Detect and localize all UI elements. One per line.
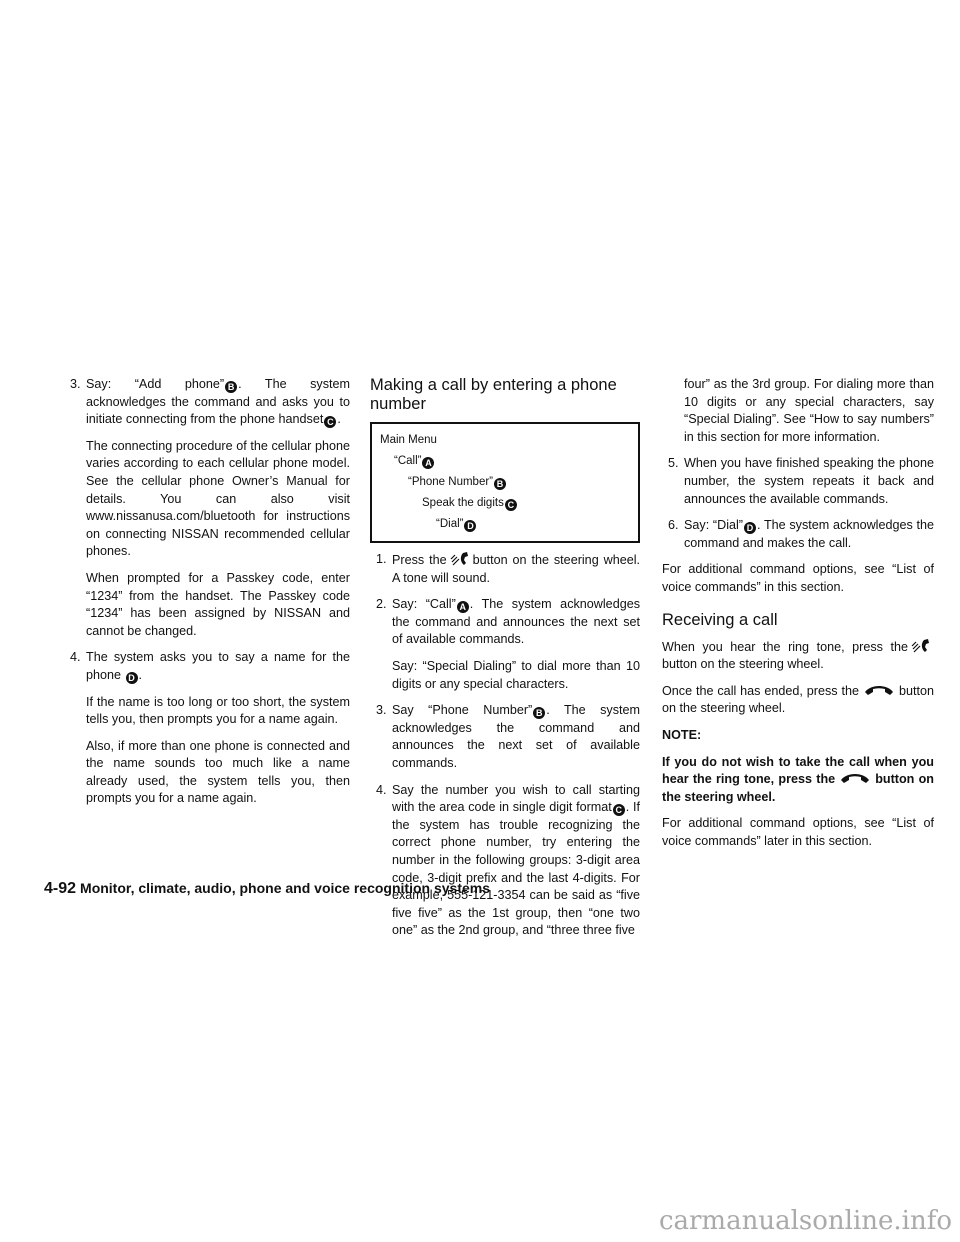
item-paragraph: four” as the 3rd group. For dialing more than 10 digits or any special characters, say “Special Dialing”. See “How to say numbers” in this section for more information.: [684, 377, 934, 444]
callout-d-icon: D: [464, 520, 476, 532]
page-number: 4-92: [44, 880, 77, 897]
menu-line: [380, 493, 630, 514]
item-text: . The system acknowledges the command and makes the call.: [684, 518, 935, 550]
body-paragraph: [662, 683, 934, 718]
column-middle: [370, 376, 640, 949]
item-paragraph: The connecting procedure of the cellular phone varies according to each cellular phone model. See the cellular phone Owner’s Manual for details. You can also visit www.nissanusa.com/bluetooth for instructions on connecting NISSAN recommended cellular phones.: [86, 438, 350, 559]
callout-a-icon: A: [422, 457, 434, 469]
body-text: When you hear the ring tone, press the: [662, 639, 908, 654]
item-number: 6.: [668, 518, 679, 533]
phone-hangup-icon: [863, 683, 895, 697]
list-item: [64, 376, 350, 429]
item-paragraph: Say: “Special Dialing” to dial more than 10 digits or any special characters.: [392, 658, 640, 691]
section-heading: Making a call by entering a phone number: [370, 376, 617, 413]
list-item: [64, 649, 350, 684]
item-text: Say: “Add phone”: [86, 377, 225, 391]
item-paragraph: When prompted for a Passkey code, enter “1234” from the handset. The Passkey code “1234” has been assigned by NISSAN and cannot be changed.: [86, 570, 350, 638]
item-text: Say “Phone Number”: [392, 703, 533, 718]
item-text: Say: “Dial”: [684, 518, 743, 533]
body-paragraph: For additional command options, see “List of voice commands” in this section.: [662, 562, 934, 594]
list-item: [370, 782, 640, 940]
note-text: button on the steering wheel.: [662, 772, 934, 804]
callout-d-icon: D: [126, 672, 138, 684]
menu-tree-box: [370, 422, 640, 543]
item-text: . If the system has trouble recognizing the correct phone number, try entering the number in the following groups: 3-digit area code, 3-digit prefix and the last 4-digits. For example, 555-121-3354 can be said as “five five five” as the 1st group, then “one two one” as the 2nd group, and “three three five: [392, 800, 640, 938]
note-body: [662, 754, 934, 807]
body-paragraph: For additional command options, see “List of voice commands” later in this section.: [662, 816, 934, 848]
item-text: button on the steering wheel. A tone will sound.: [392, 553, 641, 585]
callout-c-icon: C: [324, 416, 336, 428]
body-text: button on the steering wheel.: [662, 683, 934, 716]
item-paragraph: If the name is too long or too short, the system tells you, then prompts you for a name again.: [86, 694, 350, 727]
callout-b-icon: B: [494, 478, 506, 490]
menu-text: Speak the digits: [422, 497, 504, 509]
body-text: Once the call has ended, press the: [662, 683, 859, 698]
item-text: . The system acknowledges the command and announces the next set of available commands.: [392, 703, 640, 770]
list-item: [370, 551, 640, 587]
menu-text: “Phone Number”: [408, 476, 494, 488]
item-text: . The system acknowledges the command and announces the next set of available commands.: [392, 597, 640, 647]
callout-b-icon: B: [225, 381, 237, 393]
menu-text: “Call”: [394, 455, 422, 467]
item-text: Press the: [392, 553, 447, 567]
item-number: 4.: [70, 650, 81, 665]
menu-line: [380, 514, 630, 535]
list-item: [370, 596, 640, 649]
watermark: carmanualsonline.info: [658, 1206, 952, 1236]
callout-d-icon: D: [744, 522, 756, 534]
column-right: [662, 376, 934, 859]
section-heading: Receiving a call: [662, 610, 778, 629]
item-text: When you have finished speaking the phone number, the system repeats it back and announces the available commands.: [684, 456, 934, 506]
item-text: The system asks you to say a name for the phone: [86, 650, 350, 682]
column-left: [64, 376, 350, 817]
menu-line: [380, 472, 630, 493]
item-text: Say the number you wish to call starting with the area code in single digit format: [392, 782, 640, 815]
body-paragraph: [662, 638, 934, 674]
callout-a-icon: A: [457, 601, 469, 613]
body-text: button on the steering wheel.: [662, 657, 824, 672]
item-number: 2.: [376, 597, 387, 612]
item-number: 3.: [70, 377, 81, 391]
note-title: NOTE:: [662, 727, 702, 742]
callout-c-icon: C: [505, 499, 517, 511]
list-item: [662, 455, 934, 508]
menu-text: Main Menu: [380, 434, 437, 446]
item-number: 3.: [376, 703, 387, 718]
callout-b-icon: B: [533, 707, 545, 719]
item-text: .: [337, 412, 341, 427]
menu-line: [380, 430, 630, 451]
item-number: 4.: [376, 782, 387, 797]
item-text: .: [138, 667, 143, 682]
list-item: [662, 517, 934, 552]
list-item: [370, 702, 640, 772]
item-paragraph: Also, if more than one phone is connected and the name sounds too much like a name already used, the system tells you, then prompts you for a name again.: [86, 738, 350, 806]
item-number: 5.: [668, 456, 679, 471]
item-number: 1.: [376, 552, 387, 566]
item-text: . The system acknowledges the command and asks you to initiate connecting from the phone handset: [86, 377, 350, 427]
phone-talk-icon: [910, 638, 932, 654]
chapter-title: Monitor, climate, audio, phone and voice recognition systems: [80, 880, 490, 896]
phone-talk-icon: [449, 551, 471, 567]
item-text: Say: “Call”: [392, 597, 456, 612]
phone-hangup-icon: [839, 771, 871, 785]
note-text: If you do not wish to take the call when you hear the ring tone, press the: [662, 754, 934, 787]
callout-c-icon: C: [613, 804, 625, 816]
menu-line: [380, 451, 630, 472]
page-footer: [44, 880, 490, 898]
menu-text: “Dial”: [436, 518, 464, 530]
